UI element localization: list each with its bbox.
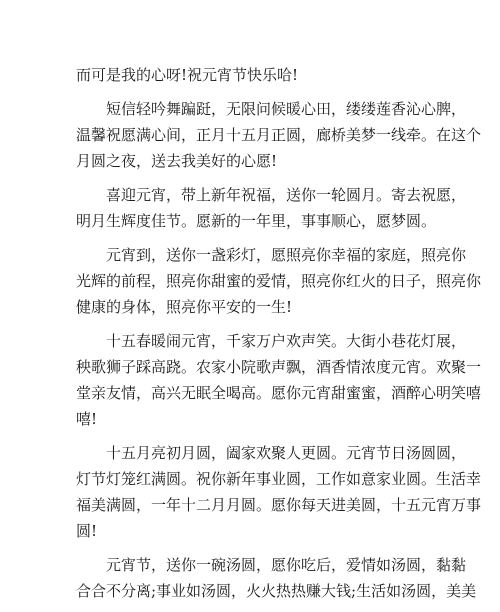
paragraph-4: [76, 328, 482, 432]
paragraph-line: 明月生辉度佳节。愿新的一年里，事事顺心，愿梦圆。: [76, 212, 437, 230]
paragraph-line: 温馨祝愿满心间，正月十五月正圆，廊桥美梦一线牵。在这个: [76, 126, 482, 144]
paragraph-2: [76, 182, 467, 234]
paragraph-line: 短信轻吟舞蹁跹，无限问候暖心田，缕缕莲香沁心脾，: [106, 100, 467, 118]
paragraph-line: 嘻!: [76, 410, 98, 428]
paragraph-line: 喜迎元宵，带上新年祝福，送你一轮圆月。寄去祝愿，: [106, 186, 467, 204]
paragraph-line: 月圆之夜，送去我美好的心愿!: [76, 152, 278, 170]
paragraph-line: 健康的身体，照亮你平安的一生!: [76, 298, 293, 316]
paragraph-1: [76, 96, 482, 174]
paragraph-line: 合合不分离;事业如汤圆，火火热热赚大钱;生活如汤圆，美美: [76, 582, 477, 600]
opening-line: 而可是我的心呀!祝元宵节快乐哈!: [76, 66, 299, 84]
paragraph-line: 堂亲友情，高兴无眠全喝高。愿你元宵甜蜜蜜，酒醉心明笑嘻: [76, 384, 482, 402]
paragraph-3: [76, 242, 482, 320]
paragraph-line: 灯节灯笼红满圆。祝你新年事业圆，工作如意家业圆。生活幸: [76, 470, 482, 488]
paragraph-line: 元宵节，送你一碗汤圆，愿你吃后，爱情如汤圆，黏黏: [106, 556, 467, 574]
paragraph-line: 圆!: [76, 522, 98, 540]
paragraph-6: [76, 552, 477, 604]
paragraph-line: 十五春暖闹元宵，千家万户欢声笑。大街小巷花灯展，: [106, 332, 467, 350]
paragraph-line: 福美满圆，一年十二月月圆。愿你每天进美圆，十五元宵万事: [76, 496, 482, 514]
paragraph-line: 光辉的前程，照亮你甜蜜的爱情，照亮你红火的日子，照亮你: [76, 272, 482, 290]
paragraph-line: 秧歌狮子踩高跷。农家小院歌声飘，酒香情浓度元宵。欢聚一: [76, 358, 482, 376]
paragraph-5: [76, 440, 482, 544]
document-page: [76, 62, 482, 612]
paragraph-line: 元宵到，送你一盏彩灯，愿照亮你幸福的家庭，照亮你: [106, 246, 467, 264]
paragraph-line: 十五月亮初月圆，阖家欢聚人更圆。元宵节日汤圆圆，: [106, 444, 467, 462]
